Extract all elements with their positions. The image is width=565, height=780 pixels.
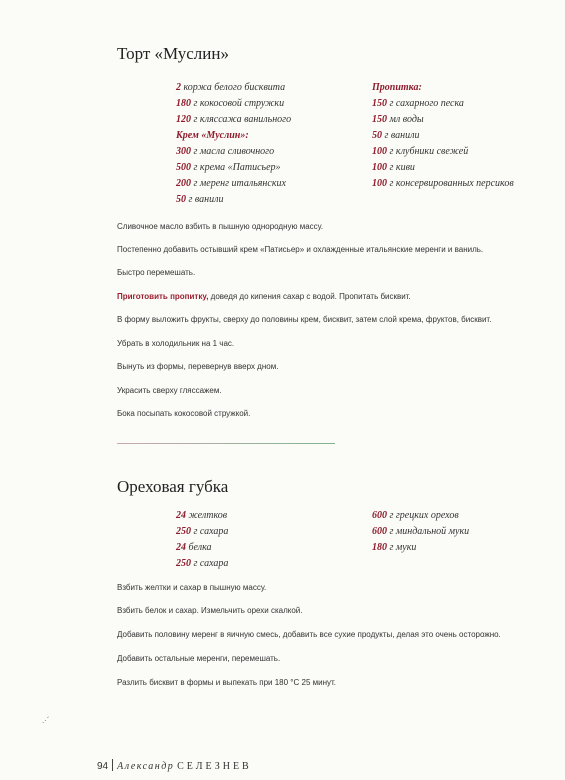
page-footer bbox=[97, 759, 252, 772]
page-speck: .·´ bbox=[42, 716, 50, 725]
recipe1-step-1: Сливочное масло взбить в пышную однородную массу. bbox=[117, 222, 324, 231]
ingredient: 200 г меренг итальянских bbox=[176, 178, 286, 189]
ingredient: 250 г сахара bbox=[176, 558, 229, 569]
recipe1-step-2: Постепенно добавить остывший крем «Патисьер» и охлажденные итальянские меренги и ваниль. bbox=[117, 245, 484, 254]
ingredient: 150 г сахарного песка bbox=[372, 98, 464, 109]
recipe2-step-4: Добавить остальные меренги, перемешать. bbox=[117, 654, 281, 663]
ingredient: 100 г клубники свежей bbox=[372, 146, 469, 157]
ingredient: 120 г кляссажа ванильного bbox=[176, 114, 292, 125]
ingredient: 150 мл воды bbox=[372, 114, 424, 125]
author-last-name: СЕЛЕЗНЕВ bbox=[177, 761, 252, 772]
recipe2-step-3: Добавить половину меренг в яичную смесь, добавить все сухие продукты, делая это очень осторожно. bbox=[117, 630, 501, 639]
ingredient: 50 г ванили bbox=[176, 194, 224, 205]
soak-header: Пропитка: bbox=[372, 82, 422, 93]
recipe1-step-3: Быстро перемешать. bbox=[117, 268, 196, 277]
recipe1-ingredients-cream bbox=[176, 128, 286, 208]
ingredient: 100 г консервированных персиков bbox=[372, 178, 514, 189]
recipe2-ingredients-right bbox=[372, 508, 469, 556]
recipe1-step-9: Бока посыпать кокосовой стружкой. bbox=[117, 409, 251, 418]
step-highlight: Приготовить пропитку, bbox=[117, 292, 209, 301]
recipe1-step-7: Вынуть из формы, перевернув вверх дном. bbox=[117, 362, 279, 371]
section-divider bbox=[117, 443, 335, 444]
recipe2-step-2: Взбить белок и сахар. Измельчить орехи скалкой. bbox=[117, 606, 303, 615]
recipe1-step-8: Украсить сверху глясcажем. bbox=[117, 386, 222, 395]
recipe1-step-6: Убрать в холодильник на 1 час. bbox=[117, 339, 235, 348]
ingredient: 50 г ванили bbox=[372, 130, 420, 141]
ingredient: 600 г грецких орехов bbox=[372, 510, 459, 521]
recipe2-title: Ореховая губка bbox=[117, 477, 229, 496]
page-number: 94 bbox=[97, 761, 109, 772]
ingredient: 24 желтков bbox=[176, 510, 228, 521]
recipe1-title: Торт «Муслин» bbox=[117, 44, 229, 63]
recipe2-ingredients-left bbox=[176, 508, 228, 572]
ingredient: 180 г муки bbox=[372, 542, 417, 553]
ingredient: 2 коржа белого бисквита bbox=[176, 82, 286, 93]
recipe1-ingredients-soak bbox=[372, 80, 514, 192]
ingredient: 250 г сахара bbox=[176, 526, 229, 537]
recipe1-ingredients-base bbox=[176, 80, 291, 128]
recipe2-step-1: Взбить желтки и сахар в пышную массу. bbox=[117, 583, 267, 592]
ingredient: 180 г кокосовой стружки bbox=[176, 98, 285, 109]
ingredient: 24 белка bbox=[176, 542, 212, 553]
cream-header: Крем «Муслин»: bbox=[176, 130, 249, 141]
footer-separator bbox=[112, 759, 113, 771]
ingredient: 300 г масла сливочного bbox=[176, 146, 275, 157]
recipe1-step-5: В форму выложить фрукты, сверху до половины крем, бисквит, затем слой крема, фруктов, бисквит. bbox=[117, 315, 492, 324]
author-first-name: Александр bbox=[117, 761, 175, 772]
recipe1-step-4: Приготовить пропитку, доведя до кипения сахар с водой. Пропитать бисквит. bbox=[117, 292, 411, 301]
ingredient: 500 г крема «Патисьер» bbox=[176, 162, 281, 173]
ingredient: 100 г киви bbox=[372, 162, 415, 173]
recipe2-step-5: Разлить бисквит в формы и выпекать при 180 °С 25 минут. bbox=[117, 678, 337, 687]
ingredient: 600 г миндальной муки bbox=[372, 526, 470, 537]
